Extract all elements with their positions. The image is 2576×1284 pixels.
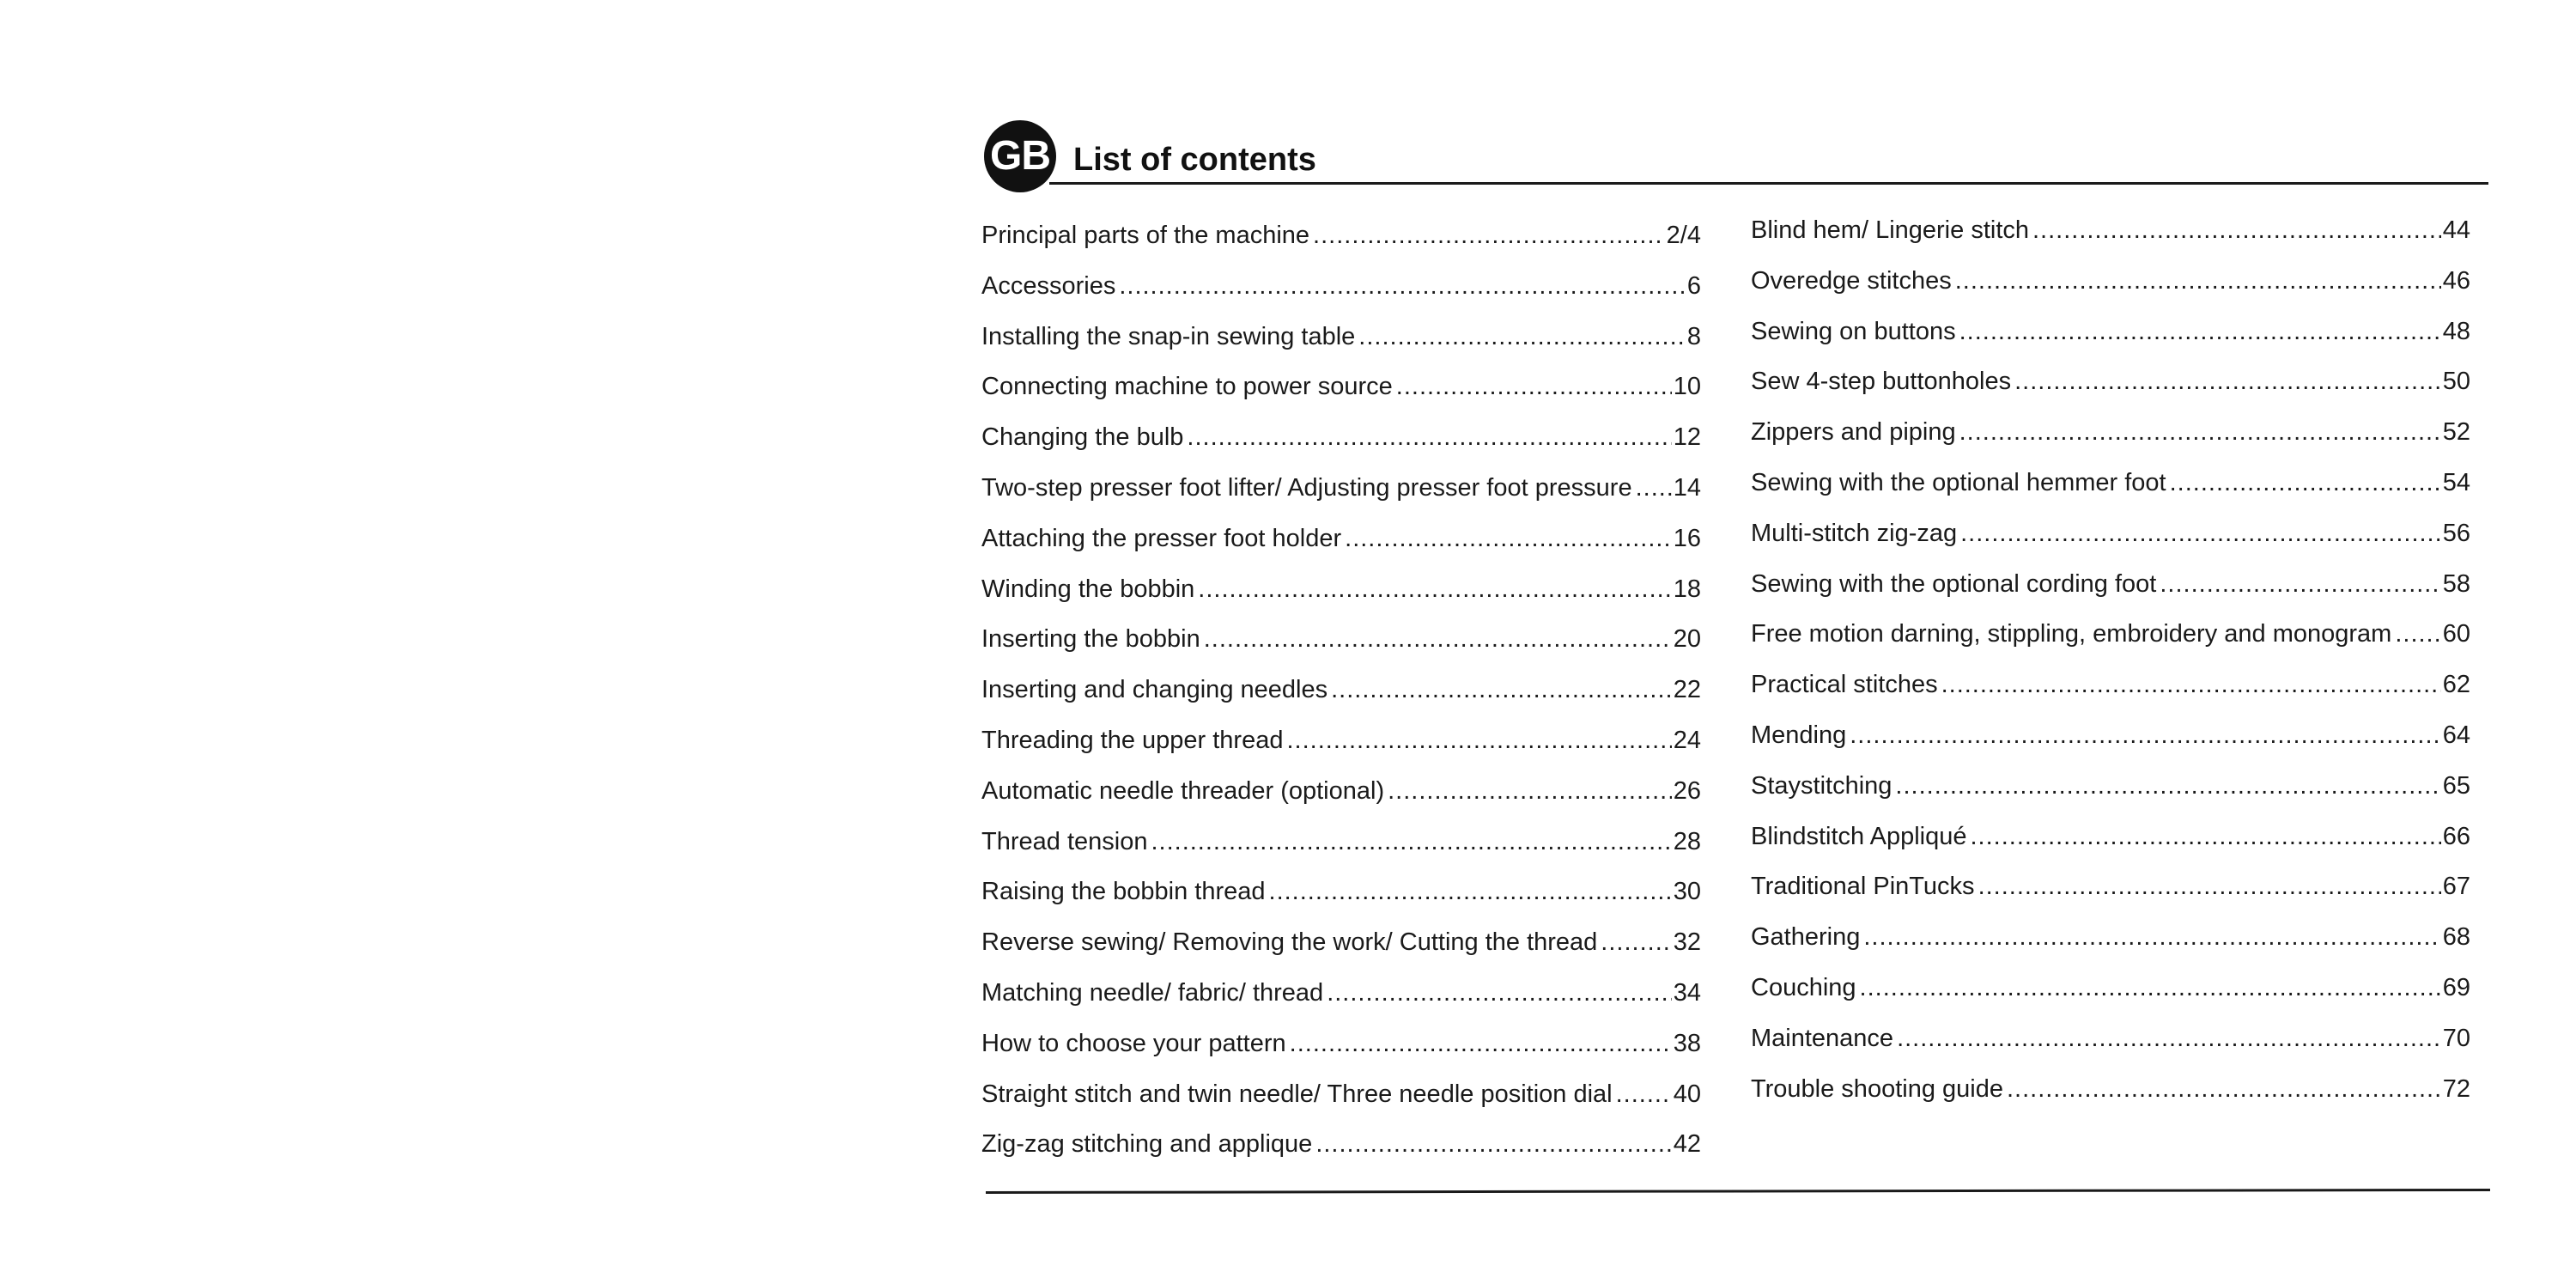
toc-entry-title: Matching needle/ fabric/ thread — [981, 978, 1324, 1007]
toc-entry-page-number: 28 — [1673, 827, 1701, 855]
toc-entry-title: Straight stitch and twin needle/ Three needle position dial — [981, 1080, 1613, 1108]
toc-dot-leader — [1960, 516, 2441, 551]
toc-entry-title: Maintenance — [1751, 1024, 1894, 1052]
toc-dot-leader — [1187, 420, 1671, 454]
toc-entry — [1751, 567, 2470, 618]
toc-entry-title: Zippers and piping — [1751, 418, 1956, 447]
toc-entry-page-number: 24 — [1673, 726, 1701, 754]
language-badge: GB — [984, 120, 1056, 192]
toc-entry-page-number: 6 — [1686, 271, 1701, 300]
toc-entry — [981, 1026, 1701, 1077]
toc-entry-title: Automatic needle threader (optional) — [981, 776, 1385, 805]
toc-entry-title: Inserting the bobbin — [981, 625, 1200, 654]
toc-entry-title: Mending — [1751, 721, 1847, 749]
toc-entry-page-number: 26 — [1673, 776, 1701, 805]
toc-dot-leader — [1388, 774, 1672, 808]
toc-dot-leader — [1327, 976, 1672, 1010]
toc-entry — [1751, 364, 2470, 415]
toc-entry-title: Accessories — [981, 271, 1116, 300]
toc-entry-page-number: 58 — [2442, 569, 2470, 598]
toc-dot-leader — [1313, 218, 1665, 253]
toc-entry-page-number: 68 — [2442, 923, 2470, 952]
toc-entry — [1751, 213, 2470, 264]
toc-dot-leader — [1955, 264, 2441, 298]
toc-entry-page-number: 34 — [1673, 978, 1701, 1007]
toc-dot-leader — [1895, 769, 2440, 803]
toc-entry-title: Reverse sewing/ Removing the work/ Cutting the thread — [981, 928, 1598, 957]
toc-entry — [1751, 1021, 2470, 1072]
toc-entry-title: Free motion darning, stippling, embroidery and monogram — [1751, 620, 2392, 648]
toc-entry-title: Blindstitch Appliqué — [1751, 822, 1967, 850]
toc-entry-title: Sewing with the optional cording foot — [1751, 569, 2157, 598]
toc-dot-leader — [1616, 1077, 1672, 1111]
toc-entry-page-number: 16 — [1673, 524, 1701, 552]
toc-entry — [981, 774, 1701, 825]
toc-entry-page-number: 10 — [1673, 373, 1701, 401]
toc-dot-leader — [1959, 314, 2441, 349]
toc-dot-leader — [2170, 466, 2441, 500]
toc-entry-page-number: 69 — [2442, 973, 2470, 1001]
toc-entry — [981, 1127, 1701, 1178]
toc-entry — [981, 723, 1701, 774]
toc-entry — [1751, 314, 2470, 365]
toc-entry-title: Gathering — [1751, 923, 1861, 952]
toc-entry-page-number: 52 — [2442, 418, 2470, 447]
toc-dot-leader — [1850, 718, 2440, 752]
toc-entry-title: Winding the bobbin — [981, 575, 1195, 603]
toc-entry-page-number: 54 — [2442, 468, 2470, 496]
toc-dot-leader — [1204, 622, 1672, 656]
toc-entry-page-number: 50 — [2442, 368, 2470, 396]
toc-entry-page-number: 22 — [1673, 676, 1701, 704]
toc-entry-title: Threading the upper thread — [981, 726, 1284, 754]
toc-entry — [1751, 971, 2470, 1021]
toc-entry-page-number: 60 — [2442, 620, 2470, 648]
toc-dot-leader — [1331, 672, 1672, 707]
toc-dot-leader — [1358, 319, 1686, 354]
toc-entry — [981, 218, 1701, 269]
toc-entry — [981, 825, 1701, 875]
toc-entry — [981, 319, 1701, 370]
toc-entry-page-number: 14 — [1673, 473, 1701, 502]
toc-dot-leader — [1119, 269, 1686, 303]
toc-entry — [1751, 869, 2470, 920]
toc-entry-title: Connecting machine to power source — [981, 373, 1393, 401]
toc-entry — [981, 369, 1701, 420]
toc-entry — [981, 874, 1701, 925]
toc-entry-page-number: 66 — [2442, 822, 2470, 850]
contents-column-right — [1751, 213, 2470, 1122]
toc-entry-page-number: 56 — [2442, 519, 2470, 547]
toc-entry-page-number: 64 — [2442, 721, 2470, 749]
toc-entry-page-number: 72 — [2442, 1074, 2470, 1103]
toc-entry — [1751, 819, 2470, 870]
toc-entry — [981, 471, 1701, 521]
toc-dot-leader — [1269, 874, 1672, 909]
toc-entry-title: Practical stitches — [1751, 671, 1938, 699]
toc-entry — [1751, 264, 2470, 314]
toc-entry-page-number: 18 — [1673, 575, 1701, 603]
toc-entry-page-number: 40 — [1673, 1080, 1701, 1108]
toc-dot-leader — [1345, 521, 1672, 556]
title-divider — [1049, 182, 2488, 185]
toc-entry-title: Sew 4-step buttonholes — [1751, 368, 2012, 396]
toc-dot-leader — [1286, 723, 1671, 758]
toc-dot-leader — [1396, 369, 1672, 404]
toc-dot-leader — [1978, 869, 2441, 904]
toc-entry-title: Sewing on buttons — [1751, 317, 1956, 345]
toc-entry — [981, 521, 1701, 572]
toc-entry — [1751, 617, 2470, 667]
toc-entry-title: Installing the snap-in sewing table — [981, 322, 1356, 350]
toc-dot-leader — [1941, 667, 2441, 702]
toc-entry — [981, 672, 1701, 723]
toc-entry-page-number: 44 — [2442, 216, 2470, 244]
toc-dot-leader — [2032, 213, 2441, 247]
toc-entry-title: Multi-stitch zig-zag — [1751, 519, 1958, 547]
toc-entry-page-number: 42 — [1673, 1130, 1701, 1159]
toc-entry — [1751, 466, 2470, 516]
toc-dot-leader — [2007, 1072, 2441, 1106]
toc-entry-page-number: 67 — [2442, 873, 2470, 901]
toc-entry-page-number: 20 — [1673, 625, 1701, 654]
toc-entry — [1751, 667, 2470, 718]
toc-dot-leader — [1971, 819, 2441, 854]
toc-dot-leader — [1863, 920, 2440, 954]
toc-dot-leader — [1290, 1026, 1672, 1061]
toc-entry-page-number: 12 — [1673, 423, 1701, 452]
toc-entry-page-number: 32 — [1673, 928, 1701, 957]
toc-entry-page-number: 30 — [1673, 878, 1701, 906]
toc-entry-page-number: 2/4 — [1666, 222, 1701, 249]
toc-entry — [1751, 1072, 2470, 1123]
toc-entry — [1751, 769, 2470, 819]
toc-dot-leader — [1315, 1127, 1671, 1161]
toc-dot-leader — [1601, 925, 1671, 959]
page-title: List of contents — [1073, 142, 1316, 178]
toc-entry-title: Inserting and changing needles — [981, 676, 1328, 704]
toc-dot-leader — [1860, 971, 2441, 1005]
toc-entry-title: Two-step presser foot lifter/ Adjusting presser foot pressure — [981, 473, 1632, 502]
toc-entry-title: Attaching the presser foot holder — [981, 524, 1342, 552]
toc-entry — [981, 1077, 1701, 1128]
bottom-divider — [986, 1189, 2490, 1194]
toc-entry-title: Trouble shooting guide — [1751, 1074, 2003, 1103]
toc-entry-title: Overedge stitches — [1751, 266, 1952, 295]
toc-entry — [981, 925, 1701, 976]
toc-entry-title: Sewing with the optional hemmer foot — [1751, 468, 2166, 496]
toc-entry-title: Raising the bobbin thread — [981, 878, 1266, 906]
toc-entry — [1751, 415, 2470, 466]
contents-column-left — [981, 218, 1701, 1178]
toc-entry — [981, 976, 1701, 1026]
toc-entry-title: Thread tension — [981, 827, 1148, 855]
toc-entry-title: Changing the bulb — [981, 423, 1184, 452]
toc-entry-page-number: 70 — [2442, 1024, 2470, 1052]
toc-entry-title: Principal parts of the machine — [981, 222, 1310, 249]
toc-dot-leader — [1151, 825, 1671, 859]
toc-dot-leader — [2160, 567, 2440, 601]
toc-entry — [981, 269, 1701, 319]
toc-entry — [981, 420, 1701, 471]
toc-entry-title: Couching — [1751, 973, 1856, 1001]
toc-dot-leader — [1959, 415, 2441, 449]
toc-entry — [1751, 718, 2470, 769]
toc-entry-title: How to choose your pattern — [981, 1029, 1286, 1057]
toc-entry-title: Zig-zag stitching and applique — [981, 1130, 1313, 1159]
toc-dot-leader — [1897, 1021, 2441, 1056]
toc-dot-leader — [2014, 364, 2441, 399]
toc-entry-page-number: 8 — [1686, 322, 1701, 350]
toc-dot-leader — [2395, 617, 2440, 651]
toc-entry-page-number: 46 — [2442, 266, 2470, 295]
toc-entry-title: Blind hem/ Lingerie stitch — [1751, 216, 2029, 244]
toc-dot-leader — [1198, 572, 1671, 606]
toc-entry — [1751, 920, 2470, 971]
toc-entry-page-number: 38 — [1673, 1029, 1701, 1057]
toc-entry-page-number: 48 — [2442, 317, 2470, 345]
toc-entry — [981, 572, 1701, 623]
toc-entry-page-number: 65 — [2442, 771, 2470, 800]
toc-dot-leader — [1636, 471, 1672, 505]
toc-entry-page-number: 62 — [2442, 671, 2470, 699]
toc-entry-title: Staystitching — [1751, 771, 1893, 800]
toc-entry-title: Traditional PinTucks — [1751, 873, 1975, 901]
toc-entry — [1751, 516, 2470, 567]
toc-entry — [981, 622, 1701, 672]
